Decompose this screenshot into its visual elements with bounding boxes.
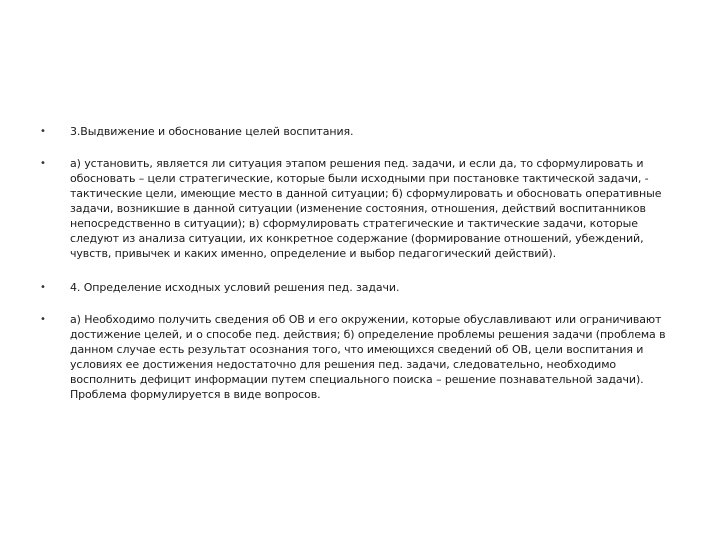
bullet-text: 3.Выдвижение и обоснование целей воспитания. [70,125,354,138]
bullet-item-goals-heading [40,124,680,139]
bullet-item-goals-details [40,156,680,261]
bullet-dot-icon: • [40,314,46,325]
bullet-item-conditions-details [40,312,680,402]
bullet-text: а) Необходимо получить сведения об ОВ и его окружении, которые обуславливают или ограничивают достижение целей, и о способе пед. действия; б) определение проблемы решения задачи (проблема в данном случае есть результат осознания того, что имеющихся сведений об ОВ, цели воспитания и условиях ее достижения недостаточно для решения пед. задачи, следовательно, необходимо восполнить дефицит информации путем специального поиска – решение познавательной задачи). Проблема формулируется в виде вопросов. [70,313,666,401]
bullet-text: 4. Определение исходных условий решения пед. задачи. [70,281,400,294]
bullet-text: а) установить, является ли ситуация этапом решения пед. задачи, и если да, то сформулировать и обосновать – цели стратегические, которые были исходными при постановке тактической задачи, - тактические цели, имеющие место в данной ситуации; б) сформулировать и обосновать оперативные задачи, возникшие в данной ситуации (изменение состояния, отношения, действий воспитанников непосредственно в ситуации); в) сформулировать стратегические и тактические задачи, которые следуют из анализа ситуации, их конкретное содержание (формирование отношений, убеждений, чувств, привычек и каких именно, определение и выбор педагогический действий). [70,157,662,260]
bullet-dot-icon: • [40,158,46,169]
bullet-dot-icon: • [40,282,46,293]
bullet-list [40,124,680,419]
bullet-item-conditions-heading [40,280,680,295]
bullet-dot-icon: • [40,126,46,137]
